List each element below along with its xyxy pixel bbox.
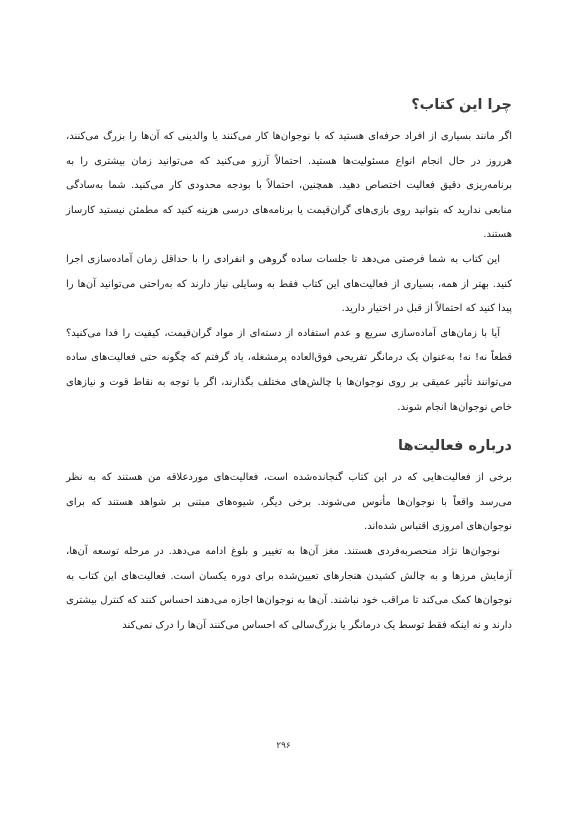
paragraph: آیا با زمان‌های آماده‌سازی سریع و عدم استفاده از دسته‌ای از مواد گران‌قیمت، کیفیت را فدا می‌کنید؟ قطعاً نه! نه! به‌عنوان یک درمانگر تفریحی فوق‌العاده پرمشغله، یاد گرفتم که چگونه حتی فعالیت‌های ساده می‌توانند تأثیر عمیقی بر روی نوجوان‌ها با چالش‌های مختلف بگذارند، اگر با توجه به نقاط قوت و نیازهای خاص نوجوان‌ها انجام شوند. — [66, 327, 512, 413]
page-content — [66, 93, 512, 638]
section-heading-why-this-book: چرا این کتاب؟ — [411, 97, 512, 113]
paragraph: نوجوان‌ها نژاد منحصربه‌فردی هستند. مغز آن‌ها به تغییر و بلوغ ادامه می‌دهد. در مرحله توسعه آن‌ها، آزمایش مرزها و به چالش کشیدن هنجارهای تعیین‌شده برای دوره یکسان است. فعالیت‌های این کتاب به نوجوان‌ها کمک می‌کند تا مراقب خود نباشند. آن‌ها به نوجوان‌ها اجازه می‌دهند احساس کنند که کنترل بیشتری دارند و نه اینکه فقط توسط یک درمانگر یا بزرگ‌سالی که احساس می‌کنند آن‌ها را درک نمی‌کند — [66, 545, 512, 631]
section-heading-about-activities: درباره فعالیت‌ها — [398, 438, 512, 455]
page-number: ۲۹۶ — [276, 741, 291, 751]
paragraph: برخی از فعالیت‌هایی که در این کتاب گنجانده‌شده است، فعالیت‌های موردعلاقه من هستند که به نظر می‌رسد واقعاً با نوجوان‌ها مأنوس می‌شوند. برخی دیگر، شیوه‌های مبتنی بر شواهد هستند که برای نوجوان‌های امروزی اقتباس شده‌اند. — [66, 472, 512, 533]
paragraph: اگر مانند بسیاری از افراد حرفه‌ای هستید که با نوجوان‌ها کار می‌کنند یا والدینی که آن‌ها را بزرگ می‌کنند، هرروز در حال انجام انواع مسئولیت‌ها هستید. احتمالاً آرزو می‌کنید که می‌توانید زمان بیشتری را به برنامه‌ریزی دقیق فعالیت اختصاص دهید. همچنین، احتمالاً با بودجه محدودی کار می‌کنید. شما به‌سادگی منابعی ندارید که بتوانید روی بازی‌های گران‌قیمت یا برنامه‌های درسی هزینه کنید که مطمئن نیستید کارساز هستند. — [66, 131, 512, 241]
paragraph: این کتاب به شما فرصتی می‌دهد تا جلسات ساده گروهی و انفرادی را با حداقل زمان آماده‌سازی اجرا کنید. بهتر از همه، بسیاری از فعالیت‌های این کتاب فقط به وسایلی نیاز دارند که به‌راحتی می‌توانید آن‌ها را پیدا کنید که احتمالاً از قبل در اختیار دارید. — [66, 253, 512, 315]
